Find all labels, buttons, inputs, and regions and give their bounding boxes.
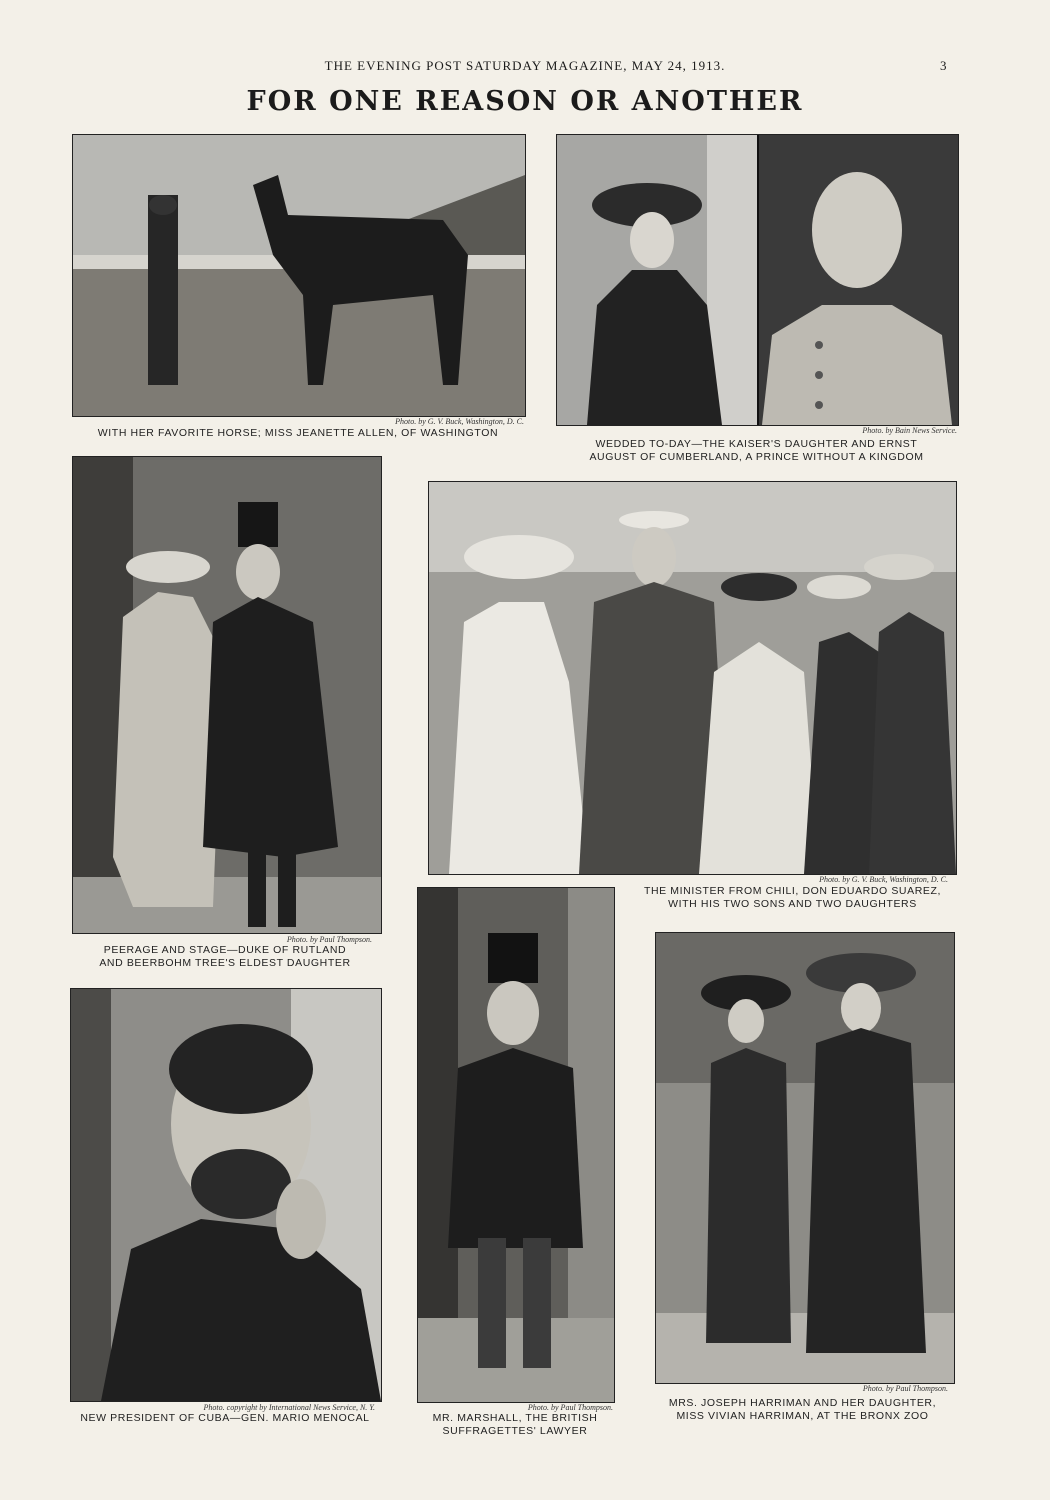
photo-horse: [72, 134, 526, 417]
caption-marshall: [405, 1412, 625, 1438]
photo-cuba: [70, 988, 382, 1402]
credit-chili: Photo. by G. V. Buck, Washington, D. C.: [819, 875, 948, 884]
credit-marshall: Photo. by Paul Thompson.: [527, 1403, 613, 1412]
caption-line: NEW PRESIDENT OF CUBA—GEN. MARIO MENOCAL: [80, 1412, 370, 1424]
caption-line: THE MINISTER FROM CHILI, DON EDUARDO SUAREZ,: [643, 885, 942, 897]
caption-line: MRS. JOSEPH HARRIMAN AND HER DAUGHTER,: [668, 1397, 937, 1409]
photo-rutland: [72, 456, 382, 934]
caption-line: MISS VIVIAN HARRIMAN, AT THE BRONX ZOO: [676, 1410, 929, 1422]
caption-rutland: [60, 944, 390, 970]
caption-line: PEERAGE AND STAGE—DUKE OF RUTLAND: [103, 944, 347, 956]
page-number: 3: [940, 58, 947, 73]
credit-wedding: Photo. by Bain News Service.: [862, 426, 957, 435]
caption-cuba: [60, 1412, 390, 1425]
caption-line: MR. MARSHALL, THE BRITISH: [432, 1412, 598, 1424]
magazine-header: THE EVENING POST SATURDAY MAGAZINE, MAY 24, 1913.: [324, 58, 726, 73]
credit-harriman: Photo. by Paul Thompson.: [862, 1384, 948, 1393]
caption-horse: [60, 427, 536, 440]
credit-rutland: Photo. by Paul Thompson.: [286, 935, 372, 944]
page-title: FOR ONE REASON OR ANOTHER: [246, 86, 804, 117]
photo-chili: [428, 481, 957, 875]
caption-wedding: [545, 438, 968, 464]
caption-line: SUFFRAGETTES' LAWYER: [442, 1425, 588, 1437]
photo-marshall: [417, 887, 615, 1403]
caption-line: AND BEERBOHM TREE'S ELDEST DAUGHTER: [99, 957, 351, 969]
caption-line: WITH HIS TWO SONS AND TWO DAUGHTERS: [668, 898, 917, 910]
caption-line: WEDDED TO-DAY—THE KAISER'S DAUGHTER AND ERNST: [595, 438, 918, 450]
caption-chili: [620, 885, 965, 911]
photo-wedding: [556, 134, 959, 426]
credit-horse: Photo. by G. V. Buck, Washington, D. C.: [395, 417, 524, 426]
photo-harriman: [655, 932, 955, 1384]
caption-harriman: [640, 1397, 965, 1423]
caption-line: WITH HER FAVORITE HORSE; MISS JEANETTE ALLEN, OF WASHINGTON: [97, 427, 499, 439]
credit-cuba: Photo. copyright by International News Service, N. Y.: [203, 1403, 375, 1412]
caption-line: AUGUST OF CUMBERLAND, A PRINCE WITHOUT A KINGDOM: [589, 451, 924, 463]
